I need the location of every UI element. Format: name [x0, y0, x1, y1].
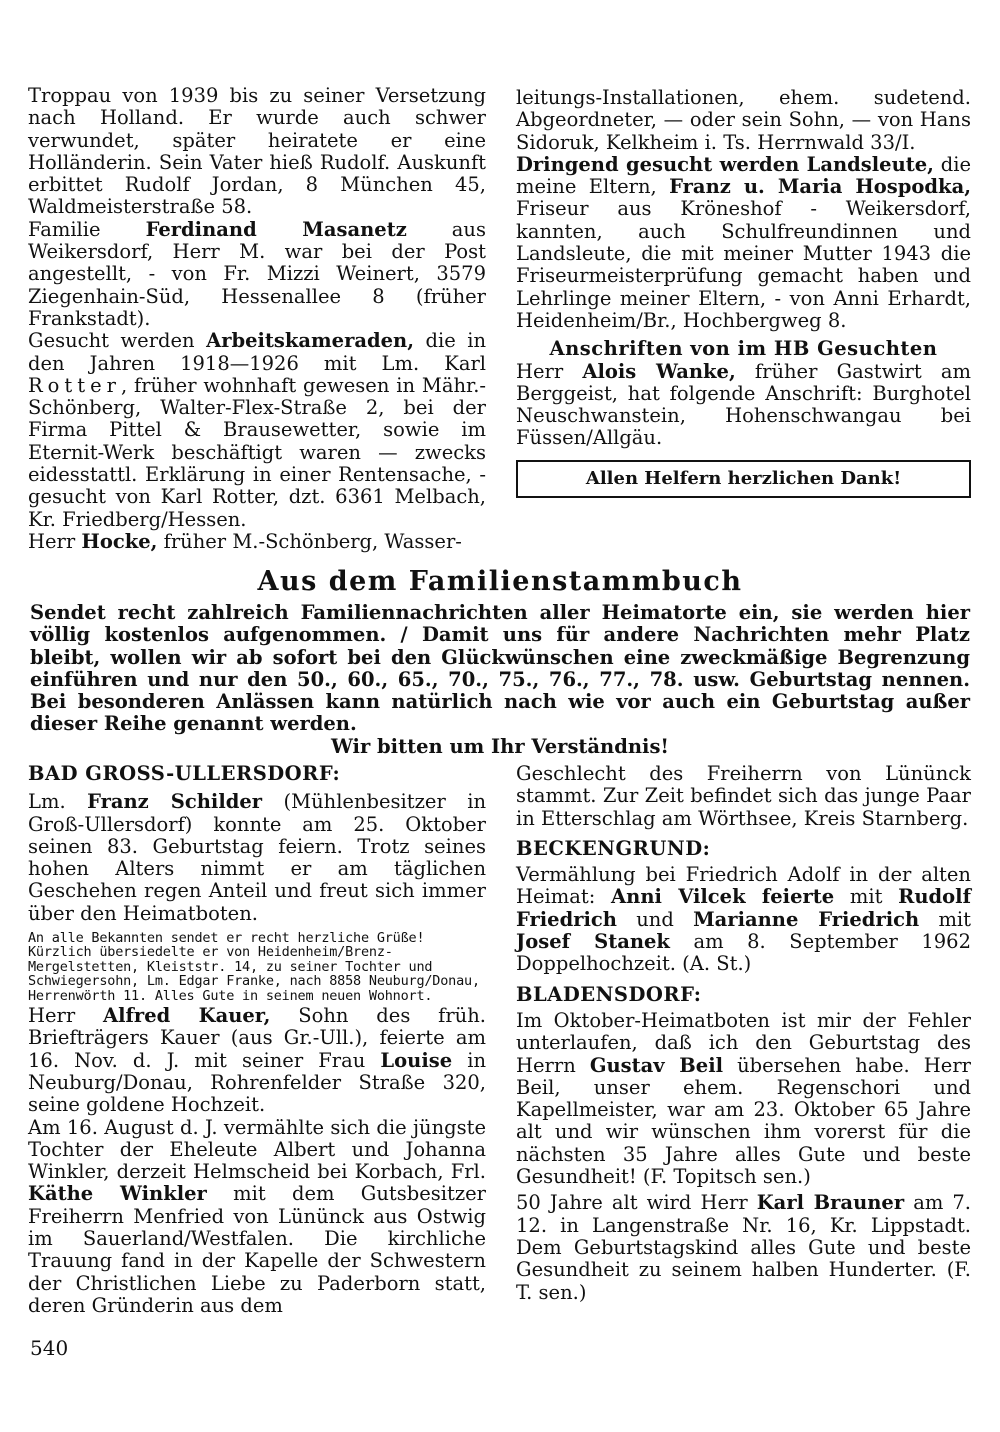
person-name: Rudolf Friedrich	[516, 885, 971, 931]
thanks-box: Allen Helfern herzlichen Dank!	[516, 460, 971, 498]
bold-keyword: Arbeitskameraden,	[206, 329, 415, 353]
text: Vermählung bei Friedrich Adolf in der alten Heimat:	[516, 863, 971, 909]
text: Sohn des früh. Briefträgers Kauer (aus Gr.-Ull.), feierte am 16. Nov. d. J. mit seiner Frau	[28, 1004, 486, 1072]
page-number: 540	[30, 1336, 69, 1360]
bold-keyword: Dringend gesucht werden Landsleute,	[516, 152, 934, 176]
paragraph-winkler	[28, 1117, 486, 1318]
intro-closing: Wir bitten um Ihr Verständnis!	[331, 734, 669, 758]
text: in Neuburg/Donau, Rohrenfelder Straße 320, seine goldene Hochzeit.	[28, 1048, 487, 1117]
person-name: Alois Wanke,	[582, 359, 736, 383]
text: aus Weikersdorf, Herr M. war bei der Post angestellt, - von Fr. Mizzi Weinert, 3579 Ziegenhain-Süd, Hessenallee 8 (früher Frankstadt).	[28, 217, 486, 330]
spaced-surname: Rotter	[28, 373, 121, 397]
person-name: Franz Schilder	[87, 790, 263, 814]
paragraph-beil	[516, 1010, 971, 1188]
top-right-column	[516, 87, 971, 498]
text: 50 Jahre alt wird Herr	[516, 1191, 757, 1215]
intro-text: Sendet recht zahlreich Familiennachrichten aller Heimatorte ein, sie werden hier völlig kostenlos aufgenommen. / Damit uns für andere Nachrichten mehr Platz bleibt, wollen wir ab sofort bei den Glückwünschen eine zweckmäßige Begrenzung einführen und nur den 50., 60., 65., 70., 75., 76., 77., 78. usw. Geburtstag nennen. Bei besonderen Anlässen kann natürlich nach wie vor auch ein Geburtstag außer dieser Reihe genannt werden.	[30, 601, 970, 736]
paragraph-arbeitskameraden	[28, 330, 486, 531]
text: Familie	[28, 217, 146, 241]
person-name: Josef Stanek	[516, 930, 670, 954]
paragraph-hospodka	[516, 154, 971, 332]
person-name: Hocke,	[81, 529, 158, 553]
text: früher M.-Schönberg, Wasser-	[157, 529, 462, 553]
text: die meine Eltern,	[516, 152, 971, 199]
text: mit	[834, 885, 899, 909]
heading-bladensdorf: BLADENSDORF:	[516, 982, 702, 1006]
text: am 7. 12. in Langenstraße Nr. 16, Kr. Lippstadt. Dem Geburtstagskind alles Gute und beste Gesundheit zu seinem halben Hunderter. (F. T. sen.)	[516, 1191, 972, 1304]
person-name: Alfred Kauer,	[103, 1004, 271, 1028]
text: mit	[919, 907, 972, 931]
paragraph-wanke	[516, 361, 971, 450]
text: Herr	[28, 529, 82, 553]
section-title: Aus dem Familienstammbuch	[257, 566, 743, 597]
heading-bad-gross-ullersdorf: BAD GROSS-ULLERSDORF:	[28, 762, 341, 785]
top-left-column	[28, 85, 486, 553]
person-name: Gustav Beil	[589, 1053, 724, 1077]
person-name: Ferdinand Masanetz	[145, 217, 407, 241]
text: , früher wohnhaft gewesen in Mähr.-Schönberg, Walter-Flex-Straße 2, bei der Firma Pittel & Brausewetter, sowie im Eternit-Werk beschäftigt waren — zwecks eidesstattl. Erklärung in einer Rentensache, - gesucht von Karl Rotter, dzt. 6361 Melbach, Kr. Friedberg/Hessen.	[28, 373, 486, 531]
paragraph-jordan: Troppau von 1939 bis zu seiner Versetzung nach Holland. Er wurde auch schwer verwundet, später heiratete er eine Holländerin. Sein Vater hieß Rudolf. Auskunft erbittet Rudolf Jordan, 8 München 45, Waldmeisterstraße 58.	[28, 84, 486, 219]
heading-beckengrund: BECKENGRUND:	[516, 836, 711, 860]
paragraph-brauner	[516, 1192, 971, 1303]
text: Herr	[28, 1004, 103, 1028]
text: Friseur aus Kröneshof - Weikersdorf, kannten, auch Schulfreundinnen und Landsleute, die mit meiner Mutter 1943 die Friseurmeisterprüfung gemacht haben und Lehrlinge meiner Eltern, - von Anni Erhardt, Heidenheim/Br., Hochbergweg 8.	[516, 197, 971, 332]
paragraph-masanetz	[28, 219, 486, 330]
bottom-right-column	[516, 763, 971, 1304]
paragraph-hocke	[28, 531, 486, 553]
text: Am 16. August d. J. vermählte sich die jüngste Tochter der Eheleute Albert und Johanna Winkler, derzeit Helmscheid bei Korbach, Frl.	[28, 1115, 486, 1184]
person-name: Karl Brauner	[756, 1191, 905, 1215]
bottom-left-column	[28, 763, 486, 1317]
text: Herr	[516, 359, 583, 383]
subheading-anschriften: Anschriften von im HB Gesuchten	[549, 337, 938, 361]
text: am 8. September 1962 Doppelhochzeit. (A. St.)	[516, 930, 971, 976]
paragraph-schilder	[28, 791, 486, 925]
text: und	[616, 907, 694, 931]
person-name: Franz u. Maria Hospodka,	[669, 175, 971, 199]
text: Gesucht werden	[28, 329, 207, 353]
person-name: Anni Vilcek feierte	[611, 885, 835, 909]
small-print-note: An alle Bekannten sendet er recht herzliche Grüße! Kürzlich übersiedelte er von Heidenheim/Brenz-Mergelstetten, Kleiststr. 14, zu seiner Tochter und Schwiegersohn, Lm. Edgar Franke, nach 8858 Neuburg/Donau, Herrenwörth 11. Alles Gute in seinem neuen Wohnort.	[28, 930, 480, 1004]
person-name: Louise	[380, 1048, 453, 1072]
text: Lm.	[28, 790, 88, 814]
text: früher Gastwirt am Berggeist, hat folgende Anschrift: Burghotel Neuschwanstein, Hohenschwangau bei Füssen/Allgäu.	[516, 359, 971, 450]
section-intro	[30, 602, 970, 758]
person-name: Marianne Friedrich	[693, 907, 920, 931]
text: die in den Jahren 1918—1926 mit Lm. Karl	[28, 329, 486, 375]
text: (Mühlenbesitzer in Groß-Ullersdorf) konnte am 25. Oktober seinen 83. Geburtstag feiern. Trotz seines hohen Alters nimmt er am täglichen Geschehen regen Anteil und freut sich immer über den Heimatboten.	[28, 790, 487, 925]
text: mit dem Gutsbesitzer Freiherrn Menfried von Lününck aus Ostwig im Sauerland/Westfalen. Die kirchliche Trauung fand in der Kapelle der Schwestern der Christlichen Liebe zu Paderborn statt, deren Gründerin aus dem	[28, 1182, 486, 1317]
person-name: Käthe Winkler	[28, 1182, 207, 1206]
paragraph-sidoruk: leitungs-Installationen, ehem. sudetend. Abgeordneter, — oder sein Sohn, — von Hans Sidoruk, Kelkheim i. Ts. Herrnwald 33/I.	[516, 86, 971, 154]
text: Im Oktober-Heimatboten ist mir der Fehler unterlaufen, daß ich den Geburtstag des Herrn	[516, 1008, 971, 1077]
paragraph-luenunck: Geschlecht des Freiherrn von Lününck stammt. Zur Zeit befindet sich das junge Paar in Etterschlag am Wörthsee, Kreis Starnberg.	[516, 762, 971, 830]
text: übersehen habe. Herr Beil, unser ehem. Regenschori und Kapellmeister, war am 23. Oktober 65 Jahre alt und wir wünschen ihm vorerst für die nächsten 35 Jahre alles Gute und beste Gesundheit! (F. Topitsch sen.)	[516, 1053, 971, 1189]
paragraph-friedrich	[516, 864, 971, 975]
paragraph-kauer	[28, 1005, 486, 1116]
